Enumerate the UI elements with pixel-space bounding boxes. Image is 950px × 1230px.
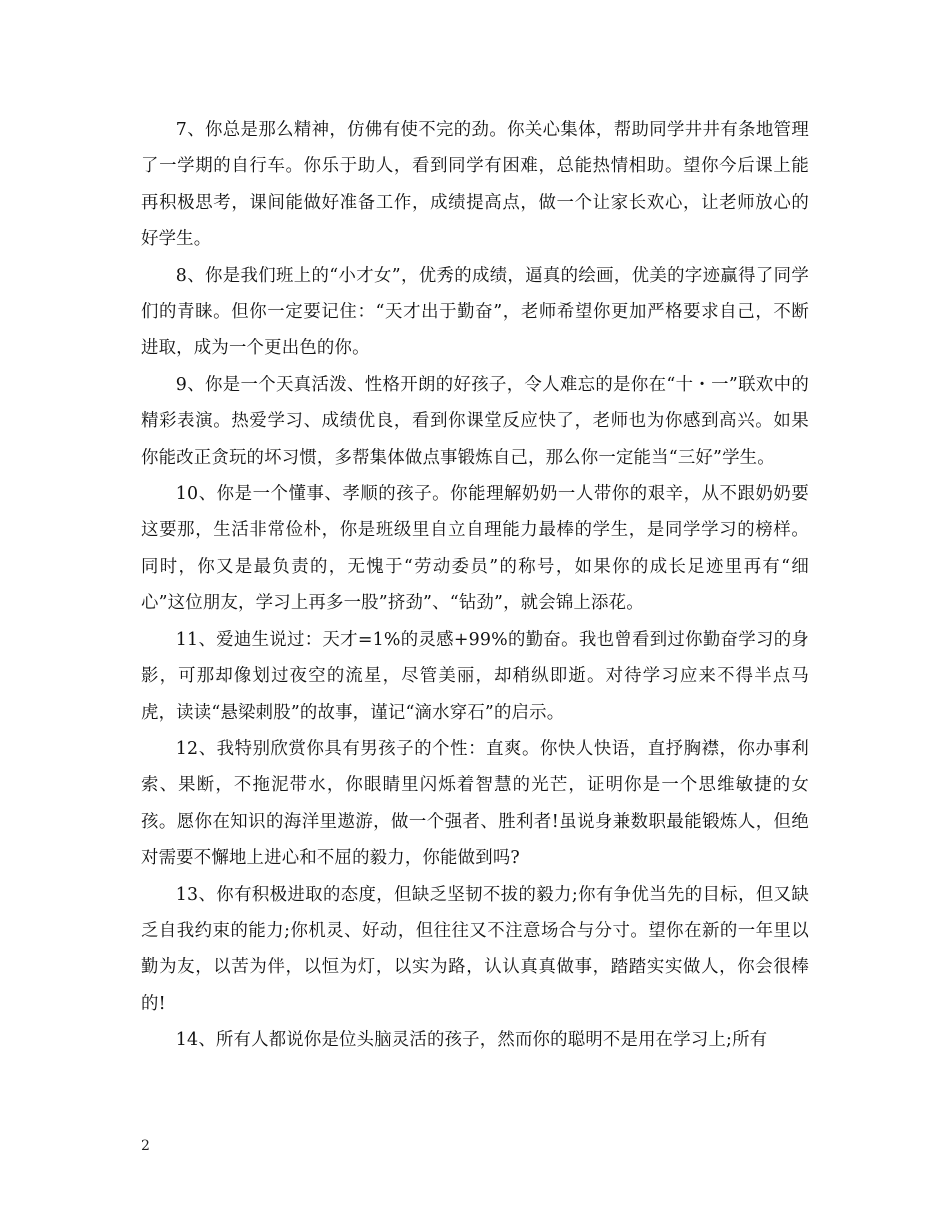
comment-paragraph-9: 9、你是一个天真活泼、性格开朗的好孩子，令人难忘的是你在“十・一”联欢中的精彩表演。热爱学习、成绩优良，看到你课堂反应快了，老师也为你感到高兴。如果你能改正贪玩的坏习惯，多帮集体做点事锻炼自己，那么你一定能当“三好”学生。 [141, 374, 809, 468]
document-body [141, 112, 809, 1059]
comment-paragraph-13: 13、你有积极进取的态度，但缺乏坚韧不拔的毅力;你有争优当先的目标，但又缺乏自我约束的能力;你机灵、好动，但往往又不注意场合与分寸。望你在新的一年里以勤为友，以苦为伴，以恒为灯，以实为路，认认真真做事，踏踏实实做人，你会很棒的! [141, 884, 809, 1014]
comment-paragraph-11: 11、爱迪生说过：天才=1%的灵感+99%的勤奋。我也曾看到过你勤奋学习的身影，可那却像划过夜空的流星，尽管美丽，却稍纵即逝。对待学习应来不得半点马虎，读读“悬梁刺股”的故事，谨记“滴水穿石”的启示。 [141, 629, 809, 723]
comment-paragraph-12: 12、我特别欣赏你具有男孩子的个性：直爽。你快人快语，直抒胸襟，你办事利索、果断，不拖泥带水，你眼睛里闪烁着智慧的光芒，证明你是一个思维敏捷的女孩。愿你在知识的海洋里遨游，做一个强者、胜利者!虽说身兼数职最能锻炼人，但绝对需要不懈地上进心和不屈的毅力，你能做到吗? [141, 738, 809, 869]
page-number: 2 [141, 1138, 150, 1154]
comment-paragraph-14: 14、所有人都说你是位头脑灵活的孩子，然而你的聪明不是用在学习上;所有 [175, 1030, 768, 1051]
comment-paragraph-7: 7、你总是那么精神，仿佛有使不完的劲。你关心集体，帮助同学井井有条地管理了一学期的自行车。你乐于助人，看到同学有困难，总能热情相助。望你今后课上能再积极思考，课间能做好准备工作，成绩提高点，做一个让家长欢心，让老师放心的好学生。 [141, 120, 809, 250]
comment-paragraph-8: 8、你是我们班上的“小才女”，优秀的成绩，逼真的绘画，优美的字迹赢得了同学们的青睐。但你一定要记住：“天才出于勤奋”，老师希望你更加严格要求自己，不断进取，成为一个更出色的你。 [141, 265, 809, 359]
comment-paragraph-10: 10、你是一个懂事、孝顺的孩子。你能理解奶奶一人带你的艰辛，从不跟奶奶要这要那，生活非常俭朴，你是班级里自立自理能力最棒的学生，是同学学习的榜样。同时，你又是最负责的，无愧于“劳动委员”的称号，如果你的成长足迹里再有“细心”这位朋友，学习上再多一股”挤劲”、“钻劲”，就会锦上添花。 [141, 484, 809, 614]
